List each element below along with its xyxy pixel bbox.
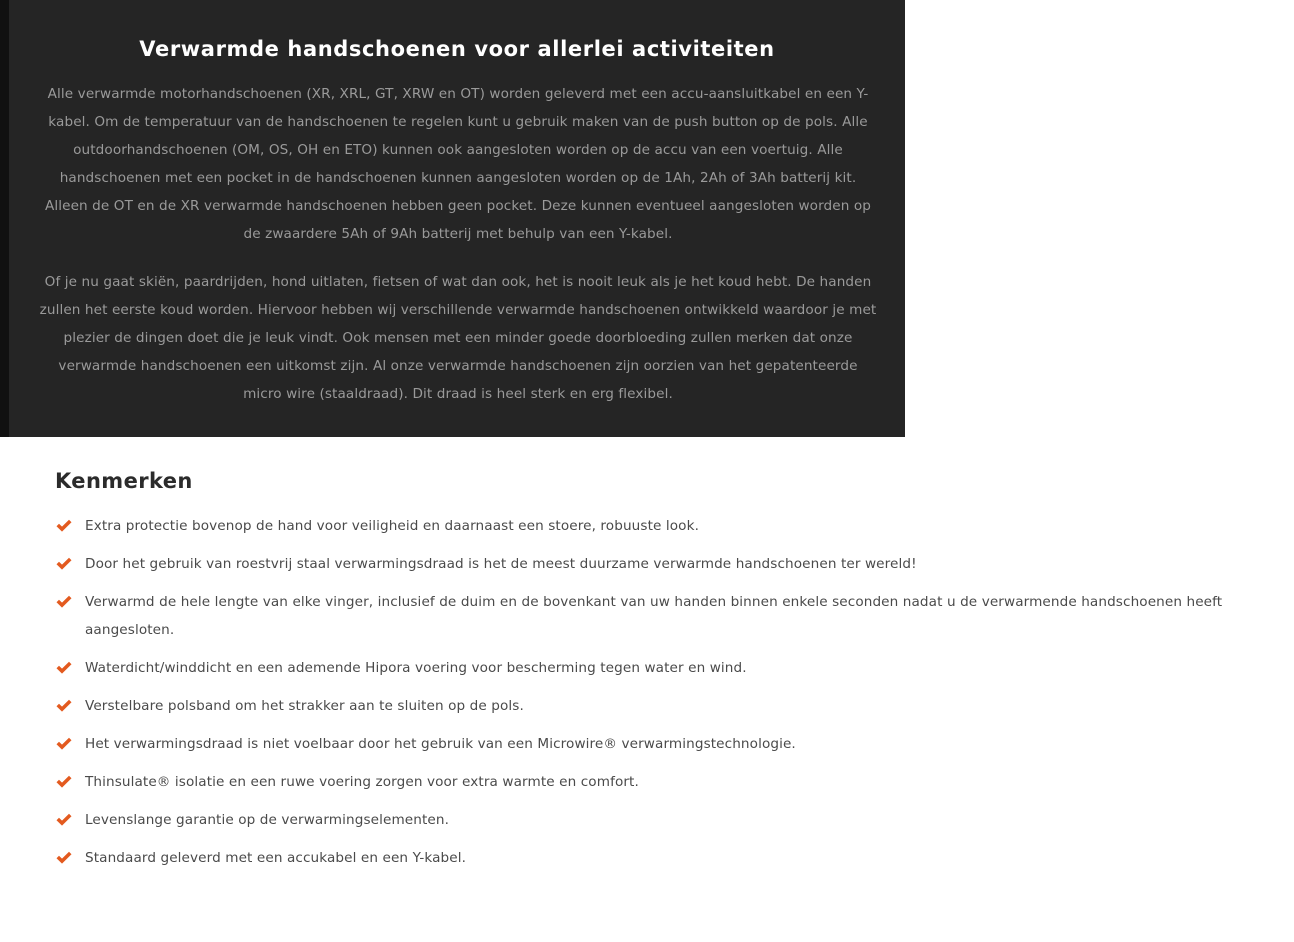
feature-item [55,692,1255,720]
feature-text: Verstelbare polsband om het strakker aan te sluiten op de pols. [85,698,524,714]
feature-text: Verwarmd de hele lengte van elke vinger, inclusief de duim en de bovenkant van uw handen binnen enkele seconden nadat u de verwarmende handschoenen heeft aangesloten. [85,594,1223,638]
check-icon [55,519,73,533]
feature-item [55,806,1255,834]
check-icon [55,595,73,609]
intro-panel [0,0,905,437]
feature-text: Door het gebruik van roestvrij staal verwarmingsdraad is het de meest duurzame verwarmde handschoenen ter wereld! [85,556,917,572]
features-section [55,464,1255,882]
check-icon [55,557,73,571]
intro-paragraph-2: Of je nu gaat skiën, paardrijden, hond uitlaten, fietsen of wat dan ook, het is nooit leuk als je het koud hebt. De handen zullen het eerste koud worden. Hiervoor hebben wij verschillende verwarmde handschoenen ontwikkeld waardoor je met plezier de dingen doet die je leuk vindt. Ook mensen met een minder goede doorbloeding zullen merken dat onze verwarmde handschoenen een uitkomst zijn. Al onze verwarmde handschoenen zijn oorzien van het gepatenteerde micro wire (staaldraad). Dit draad is heel sterk en erg flexibel. [39,274,877,402]
features-heading: Kenmerken [55,469,193,493]
panel-edge-strip [0,0,9,437]
intro-body [38,80,878,428]
intro-paragraph-1: Alle verwarmde motorhandschoenen (XR, XRL, GT, XRW en OT) worden geleverd met een accu-aansluitkabel en een Y-kabel. Om de temperatuur van de handschoenen te regelen kunt u gebruik maken van de push button op de pols. Alle outdoorhandschoenen (OM, OS, OH en ETO) kunnen ook aangesloten worden op de accu van een voertuig. Alle handschoenen met een pocket in de handschoenen kunnen aangesloten worden op de 1Ah, 2Ah of 3Ah batterij kit. Alleen de OT en de XR verwarmde handschoenen hebben geen pocket. Deze kunnen eventueel aangesloten worden op de zwaardere 5Ah of 9Ah batterij met behulp van een Y-kabel. [44,86,872,242]
feature-text: Waterdicht/winddicht en een ademende Hipora voering voor bescherming tegen water en wind. [85,660,747,676]
check-icon [55,737,73,751]
feature-item [55,588,1255,644]
feature-item [55,512,1255,540]
feature-item [55,768,1255,796]
check-icon [55,851,73,865]
check-icon [55,661,73,675]
check-icon [55,775,73,789]
check-icon [55,699,73,713]
feature-item [55,730,1255,758]
check-icon [55,813,73,827]
feature-text: Levenslange garantie op de verwarmingselementen. [85,812,449,828]
feature-text: Extra protectie bovenop de hand voor veiligheid en daarnaast een stoere, robuuste look. [85,518,699,534]
feature-item [55,844,1255,872]
feature-item [55,550,1255,578]
intro-title: Verwarmde handschoenen voor allerlei activiteiten [139,37,775,61]
feature-text: Standaard geleverd met een accukabel en een Y-kabel. [85,850,467,866]
feature-text: Het verwarmingsdraad is niet voelbaar door het gebruik van een Microwire® verwarmingstechnologie. [85,736,796,752]
feature-text: Thinsulate® isolatie en een ruwe voering zorgen voor extra warmte en comfort. [85,774,639,790]
features-list [55,512,1255,872]
feature-item [55,654,1255,682]
